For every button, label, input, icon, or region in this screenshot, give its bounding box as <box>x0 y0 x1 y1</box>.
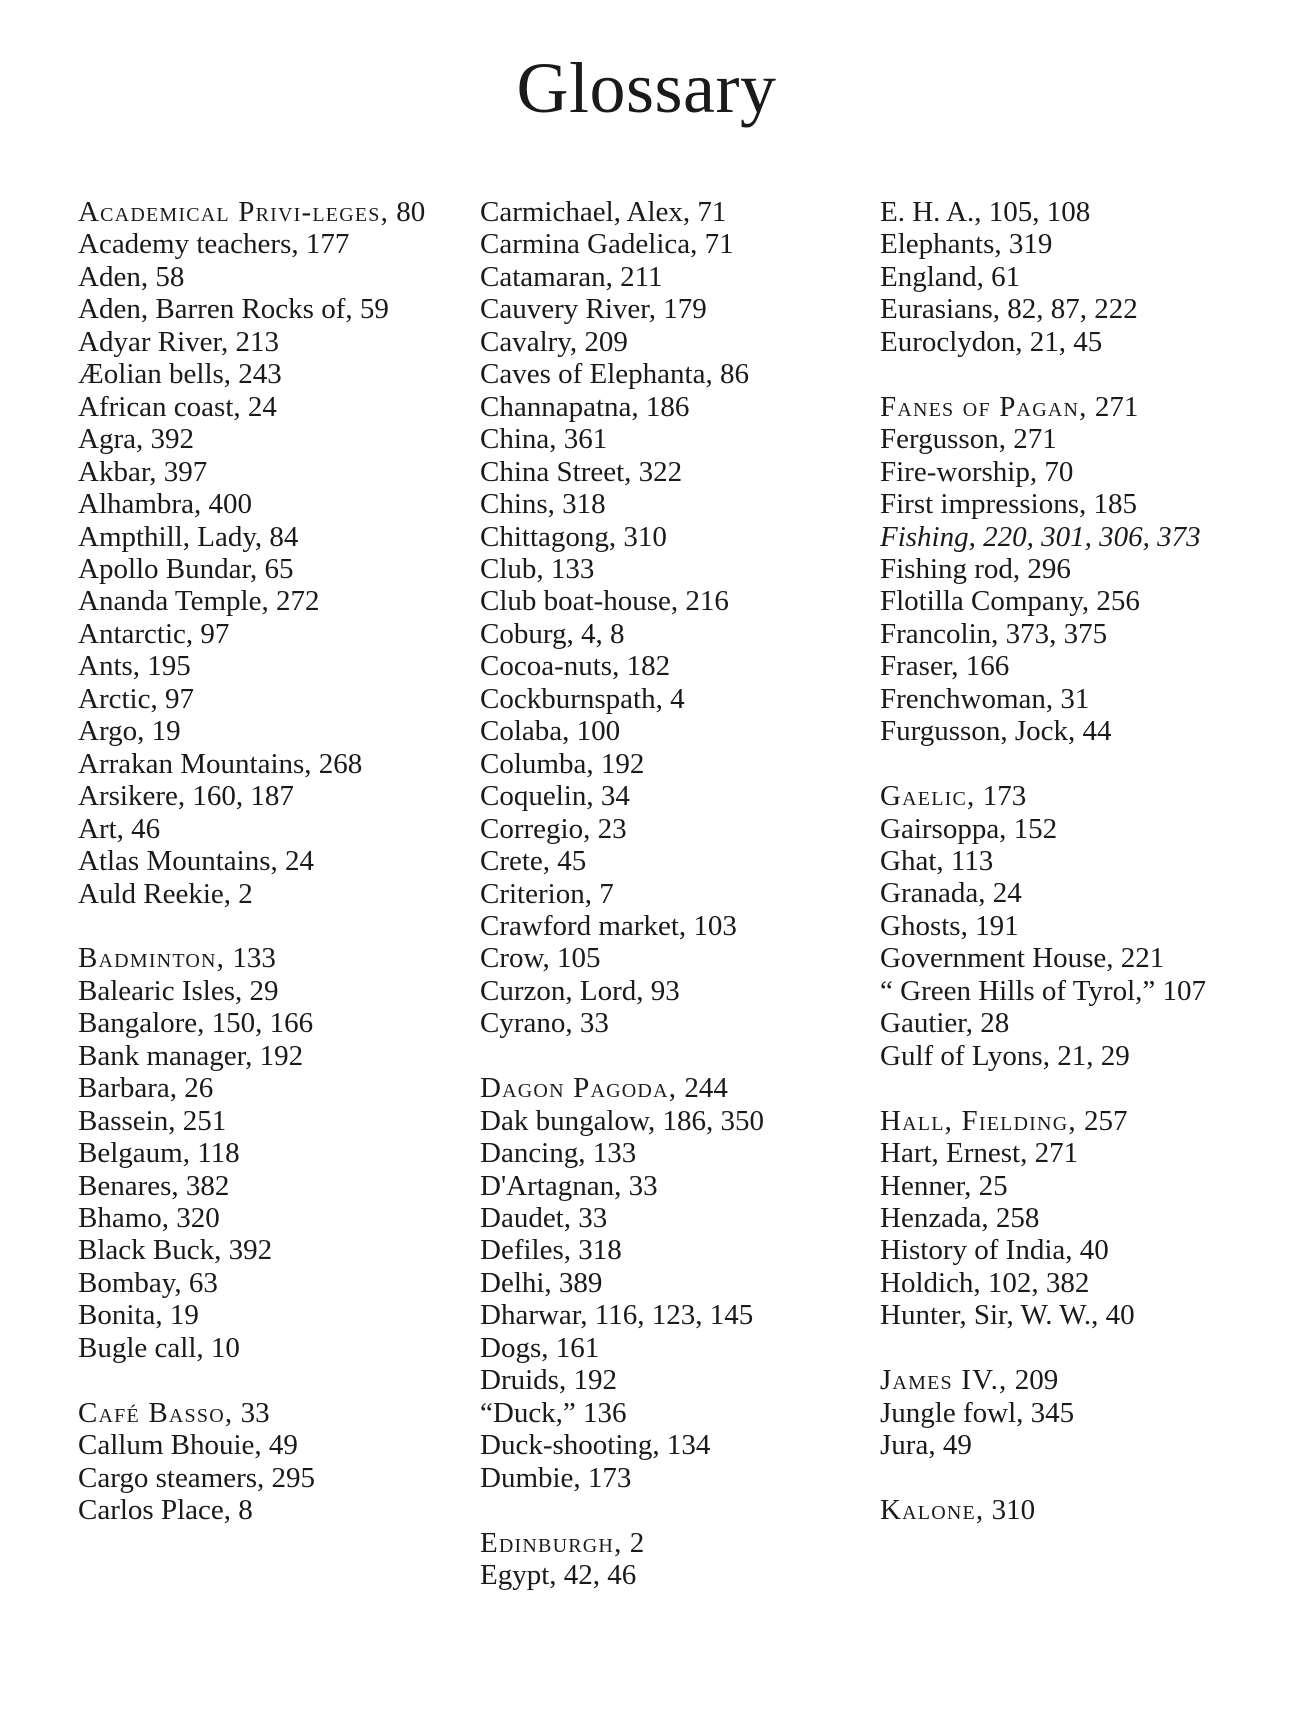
index-entry-lead: Gaelic, <box>880 780 976 813</box>
index-entry-lead: Dagon Pagoda, <box>480 1072 678 1105</box>
index-entry: Atlas Mountains, 24 <box>78 845 315 878</box>
index-entry: Æolian bells, 243 <box>78 358 282 391</box>
index-entry: Crete, 45 <box>480 845 587 878</box>
index-entry: Ghat, 113 <box>880 845 994 878</box>
index-entry-pages: 209 <box>1007 1364 1059 1397</box>
index-entry: D'Artagnan, 33 <box>480 1169 658 1202</box>
index-entry: Daudet, 33 <box>480 1202 608 1235</box>
index-column-1 <box>78 196 430 1527</box>
section-gap <box>78 910 430 942</box>
index-entry: Criterion, 7 <box>480 877 614 910</box>
index-entry: Cauvery River, 179 <box>480 293 707 326</box>
index-entry-lead: Kalone, <box>880 1494 985 1527</box>
index-entry: Benares, 382 <box>78 1169 230 1202</box>
index-entry: Elephants, 319 <box>880 228 1053 261</box>
index-entry: Dharwar, 116, 123, 145 <box>480 1299 754 1332</box>
index-entry: Furgusson, Jock, 44 <box>880 715 1112 748</box>
section-gap <box>480 1494 852 1526</box>
index-entry: Catamaran, 211 <box>480 260 663 293</box>
index-entry: Bombay, 63 <box>78 1266 218 1299</box>
index-entry: Bassein, 251 <box>78 1104 227 1137</box>
index-entry: “ Green Hills of Tyrol,” 107 <box>880 974 1207 1007</box>
index-entry: Carmichael, Alex, 71 <box>480 196 727 228</box>
index-entry: Egypt, 42, 46 <box>480 1559 637 1591</box>
index-entry: Cockburnspath, 4 <box>480 682 685 715</box>
index-entry: Defiles, 318 <box>480 1234 622 1267</box>
index-section-heading <box>880 1105 1270 1137</box>
index-entry: Art, 46 <box>78 812 161 845</box>
index-entry-pages: 257 <box>1076 1104 1128 1137</box>
index-entry: Carlos Place, 8 <box>78 1494 253 1527</box>
index-entry: Henner, 25 <box>880 1169 1008 1202</box>
index-entry: Jura, 49 <box>880 1429 972 1462</box>
index-entry: Club boat-house, 216 <box>480 585 729 618</box>
index-entry: Apollo Bundar, 65 <box>78 552 294 585</box>
index-section-heading <box>880 780 1270 812</box>
index-entry: History of India, 40 <box>880 1234 1109 1267</box>
index-entry: Bugle call, 10 <box>78 1331 240 1364</box>
index-entry-lead: Hall, Fielding, <box>880 1104 1077 1137</box>
index-entry: Hunter, Sir, W. W., 40 <box>880 1299 1135 1332</box>
index-entry-pages: 80 <box>389 196 426 228</box>
index-entry: Jungle fowl, 345 <box>880 1396 1075 1429</box>
index-entry-lead: Badminton, <box>78 942 226 975</box>
section-gap <box>78 1364 430 1396</box>
index-section-heading <box>880 1364 1270 1396</box>
index-entry: Cargo steamers, 295 <box>78 1461 316 1494</box>
index-entry: Channapatna, 186 <box>480 390 690 423</box>
index-entry: African coast, 24 <box>78 390 277 423</box>
index-entry: Flotilla Company, 256 <box>880 585 1140 618</box>
index-entry: Carmina Gadelica, 71 <box>480 228 734 261</box>
index-entry: Dak bungalow, 186, 350 <box>480 1104 765 1137</box>
index-entry: Aden, Barren Rocks of, 59 <box>78 293 389 326</box>
index-entry: Belgaum, 118 <box>78 1137 240 1170</box>
index-entry-lead: Edinburgh, <box>480 1526 623 1559</box>
index-entry: Fishing rod, 296 <box>880 552 1071 585</box>
section-gap <box>480 1040 852 1072</box>
index-entry: Arctic, 97 <box>78 682 194 715</box>
page-title: Glossary <box>516 48 777 128</box>
index-entry-pages: 173 <box>975 780 1027 813</box>
index-entry-pages: 133 <box>225 942 276 975</box>
index-entry: Corregio, 23 <box>480 812 627 845</box>
index-entry: Government House, 221 <box>880 942 1165 975</box>
index-entry: Arsikere, 160, 187 <box>78 780 294 813</box>
index-entry: Euroclydon, 21, 45 <box>880 325 1103 358</box>
index-entry: Chittagong, 310 <box>480 520 667 553</box>
index-entry: Barbara, 26 <box>78 1072 214 1105</box>
index-entry: Club, 133 <box>480 552 595 585</box>
index-entry-pages: 33 <box>233 1396 270 1429</box>
index-entry: China Street, 322 <box>480 455 683 488</box>
index-entry: Aden, 58 <box>78 260 185 293</box>
section-gap <box>880 358 1270 390</box>
index-section-heading <box>480 1072 852 1104</box>
index-section-heading <box>78 942 430 974</box>
index-entry: England, 61 <box>880 260 1021 293</box>
index-entry-pages: 310 <box>984 1494 1036 1527</box>
index-entry-lead: James IV., <box>880 1364 1008 1397</box>
index-entry: Colaba, 100 <box>480 715 621 748</box>
index-entry: Akbar, 397 <box>78 455 208 488</box>
index-entry-lead: Café Basso, <box>78 1396 234 1429</box>
index-entry: Balearic Isles, 29 <box>78 974 279 1007</box>
index-entry: Fergusson, 271 <box>880 423 1057 456</box>
index-entry: Frenchwoman, 31 <box>880 682 1090 715</box>
index-entry: Cavalry, 209 <box>480 325 628 358</box>
index-entry: Bhamo, 320 <box>78 1202 220 1235</box>
index-entry: Antarctic, 97 <box>78 617 230 650</box>
index-entry: Ghosts, 191 <box>880 909 1019 942</box>
index-entry: Black Buck, 392 <box>78 1234 273 1267</box>
index-entry: Granada, 24 <box>880 877 1022 910</box>
index-entry-lead: Fanes of Pagan, <box>880 390 1088 423</box>
index-section-heading <box>78 196 430 228</box>
index-entry: Gairsoppa, 152 <box>880 812 1058 845</box>
index-entry: Gautier, 28 <box>880 1007 1010 1040</box>
index-entry: Argo, 19 <box>78 715 181 748</box>
index-entry-pages: 271 <box>1087 390 1139 423</box>
index-entry: Callum Bhouie, 49 <box>78 1429 298 1462</box>
index-entry: Bonita, 19 <box>78 1299 199 1332</box>
index-entry: Adyar River, 213 <box>78 325 279 358</box>
index-entry: Ants, 195 <box>78 650 191 683</box>
index-entry: Chins, 318 <box>480 488 606 521</box>
index-entry: Henzada, 258 <box>880 1202 1040 1234</box>
index-section-heading <box>880 391 1270 423</box>
index-entry: Hart, Ernest, 271 <box>880 1137 1079 1170</box>
index-entry-pages: 244 <box>677 1072 728 1105</box>
index-entry: Caves of Elephanta, 86 <box>480 358 749 391</box>
index-entry: Holdich, 102, 382 <box>880 1266 1090 1299</box>
index-entry: Agra, 392 <box>78 423 194 456</box>
index-entry: Bank manager, 192 <box>78 1039 304 1072</box>
index-entry: China, 361 <box>480 423 608 456</box>
index-entry: Cyrano, 33 <box>480 1007 609 1040</box>
index-entry: Dumbie, 173 <box>480 1461 632 1494</box>
index-entry: Druids, 192 <box>480 1364 617 1397</box>
index-entry: Alhambra, 400 <box>78 488 252 521</box>
index-entry: Cocoa-nuts, 182 <box>480 650 671 683</box>
index-entry: Fraser, 166 <box>880 650 1010 683</box>
index-entry: Coquelin, 34 <box>480 780 630 813</box>
section-gap <box>880 1072 1270 1104</box>
index-entry-pages: 2 <box>622 1526 645 1559</box>
index-entry: Dogs, 161 <box>480 1331 600 1364</box>
index-entry: Arrakan Mountains, 268 <box>78 747 363 780</box>
index-entry: Dancing, 133 <box>480 1137 637 1170</box>
index-entry: Academy teachers, 177 <box>78 228 350 261</box>
section-gap <box>880 748 1270 780</box>
index-entry: Francolin, 373, 375 <box>880 617 1108 650</box>
index-entry: Ampthill, Lady, 84 <box>78 520 299 553</box>
section-gap <box>880 1462 1270 1494</box>
index-entry: Auld Reekie, 2 <box>78 877 253 910</box>
index-entry: Delhi, 389 <box>480 1266 603 1299</box>
index-entry: Coburg, 4, 8 <box>480 617 625 650</box>
index-entry: “Duck,” 136 <box>480 1396 627 1429</box>
index-entry: Ananda Temple, 272 <box>78 585 320 618</box>
index-entry: Eurasians, 82, 87, 222 <box>880 293 1138 326</box>
index-entry: Crawford market, 103 <box>480 909 737 942</box>
index-section-heading <box>880 1494 1270 1526</box>
index-entry: Duck-shooting, 134 <box>480 1429 711 1462</box>
index-entry: Gulf of Lyons, 21, 29 <box>880 1039 1130 1072</box>
index-section-heading <box>78 1397 430 1429</box>
index-entry: Bangalore, 150, 166 <box>78 1007 314 1040</box>
index-entry: E. H. A., 105, 108 <box>880 196 1091 228</box>
index-entry: Fire-worship, 70 <box>880 455 1074 488</box>
index-column-3 <box>880 196 1270 1527</box>
index-entry: First impressions, 185 <box>880 488 1137 521</box>
index-entry: Fishing, 220, 301, 306, 373 <box>880 520 1201 553</box>
index-section-heading <box>480 1527 852 1559</box>
index-entry-lead: Academical Privi-leges, <box>78 196 390 228</box>
index-entry: Columba, 192 <box>480 747 645 780</box>
section-gap <box>880 1332 1270 1364</box>
index-entry: Curzon, Lord, 93 <box>480 974 680 1007</box>
index-column-2 <box>480 196 852 1591</box>
index-entry: Crow, 105 <box>480 942 601 975</box>
